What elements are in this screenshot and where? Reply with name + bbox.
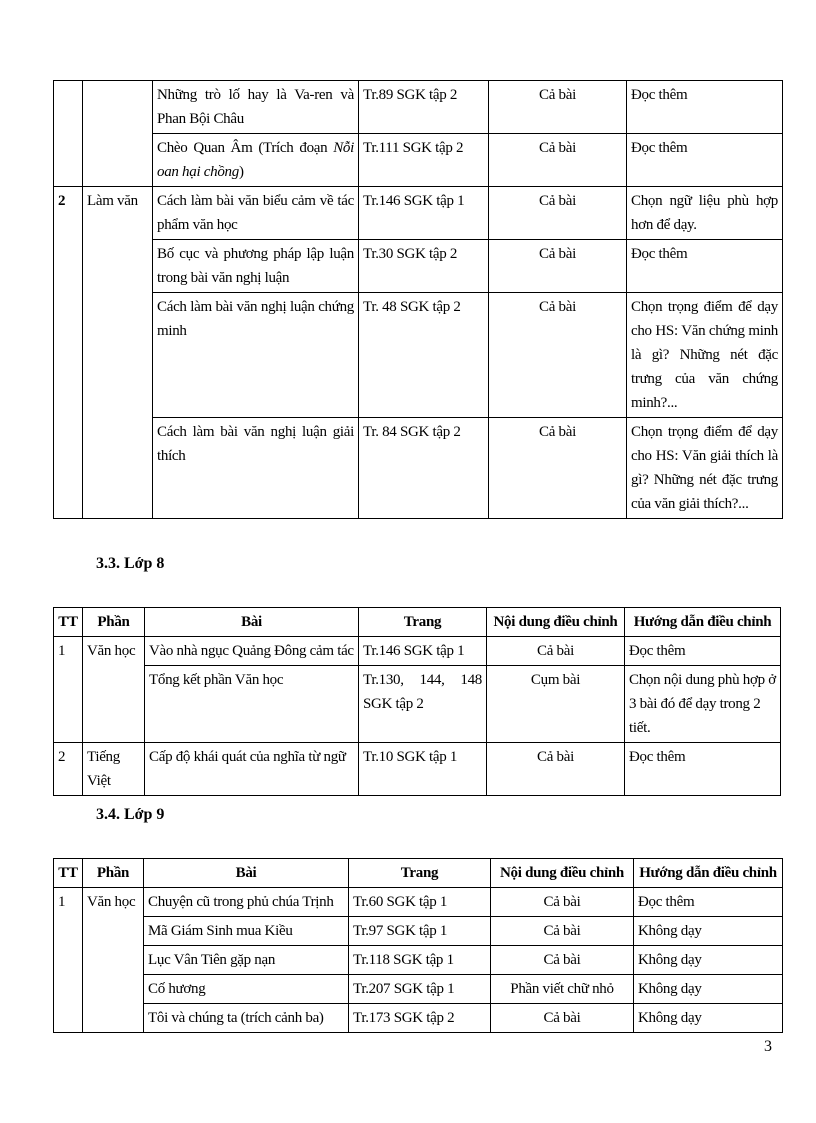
- table-row: [54, 134, 783, 187]
- tt-cell: 1: [54, 888, 83, 1033]
- trang-cell: Tr.146 SGK tập 1: [359, 637, 487, 666]
- phan-cell: Tiếng Việt: [83, 743, 145, 796]
- noidung-cell: Cụm bài: [487, 666, 625, 743]
- huongdan-cell: Chọn trọng điểm để dạy cho HS: Văn giải thích là gì? Những nét đặc trưng của văn giải thích?...: [627, 418, 783, 519]
- trang-cell: Tr.118 SGK tập 1: [349, 946, 491, 975]
- header-huongdan: Hướng dẫn điều chỉnh: [634, 859, 783, 888]
- noidung-cell: Cả bài: [487, 743, 625, 796]
- header-tt: TT: [54, 859, 83, 888]
- noidung-cell: Cả bài: [489, 418, 627, 519]
- table-row: [54, 418, 783, 519]
- noidung-cell: Cả bài: [491, 1004, 634, 1033]
- noidung-cell: Cả bài: [487, 637, 625, 666]
- huongdan-cell: Không dạy: [634, 975, 783, 1004]
- phan-cell: [83, 81, 153, 187]
- huongdan-cell: Đọc thêm: [627, 240, 783, 293]
- lop9-table: [53, 858, 783, 1033]
- bai-text: Chèo Quan Âm (Trích đoạn: [157, 140, 334, 156]
- table-row: [54, 293, 783, 418]
- huongdan-cell: Đọc thêm: [627, 134, 783, 187]
- bai-text-end: ): [238, 164, 244, 180]
- tt-cell: 1: [54, 637, 83, 743]
- table-row: [54, 637, 781, 666]
- header-trang: Trang: [349, 859, 491, 888]
- noidung-cell: Cả bài: [489, 81, 627, 134]
- phan-cell: Văn học: [83, 888, 144, 1033]
- bai-cell: [153, 134, 359, 187]
- trang-cell: Tr.207 SGK tập 1: [349, 975, 491, 1004]
- table-row: [54, 666, 781, 743]
- bai-cell: Vào nhà ngục Quảng Đông cảm tác: [145, 637, 359, 666]
- noidung-cell: Cả bài: [489, 240, 627, 293]
- table-row: [54, 1004, 783, 1033]
- header-tt: TT: [54, 608, 83, 637]
- trang-cell: Tr.173 SGK tập 2: [349, 1004, 491, 1033]
- trang-cell: Tr.111 SGK tập 2: [359, 134, 489, 187]
- phan-cell: Làm văn: [83, 187, 153, 519]
- huongdan-cell: Chọn ngữ liệu phù hợp hơn để dạy.: [627, 187, 783, 240]
- header-phan: Phần: [83, 608, 145, 637]
- table-row: [54, 240, 783, 293]
- tt-cell: 2: [54, 743, 83, 796]
- tt-cell: [54, 81, 83, 187]
- huongdan-cell: Đọc thêm: [625, 743, 781, 796]
- bai-cell: [153, 81, 359, 134]
- bai-cell: Cấp độ khái quát của nghĩa từ ngữ: [145, 743, 359, 796]
- noidung-cell: Cả bài: [489, 134, 627, 187]
- trang-cell: Tr.30 SGK tập 2: [359, 240, 489, 293]
- table-row: [54, 975, 783, 1004]
- header-huongdan: Hướng dẫn điều chỉnh: [625, 608, 781, 637]
- table-row: [54, 946, 783, 975]
- header-bai: Bài: [144, 859, 349, 888]
- phan-cell: Văn học: [83, 637, 145, 743]
- bai-cell: [153, 418, 359, 519]
- header-bai: Bài: [145, 608, 359, 637]
- bai-text: Bố cục và phương pháp lập luận trong bài văn nghị luận: [157, 246, 354, 286]
- table-row: [54, 743, 781, 796]
- noidung-cell: Cả bài: [489, 293, 627, 418]
- bai-cell: Tổng kết phần Văn học: [145, 666, 359, 743]
- huongdan-cell: Đọc thêm: [627, 81, 783, 134]
- bai-text: Cách làm bài văn biểu cảm về tác phẩm văn học: [157, 193, 354, 233]
- huongdan-cell: Đọc thêm: [634, 888, 783, 917]
- bai-text: Những trò lố hay là Va-ren và Phan Bội Châu: [157, 87, 354, 127]
- trang-cell: Tr.130, 144, 148 SGK tập 2: [359, 666, 487, 743]
- huongdan-cell: Không dạy: [634, 917, 783, 946]
- trang-cell: Tr.146 SGK tập 1: [359, 187, 489, 240]
- section-heading-lop-9: 3.4. Lớp 9: [96, 806, 165, 823]
- page-number: 3: [764, 1038, 772, 1055]
- bai-cell: Mã Giám Sinh mua Kiều: [144, 917, 349, 946]
- bai-cell: [153, 240, 359, 293]
- noidung-cell: Phần viết chữ nhỏ: [491, 975, 634, 1004]
- header-noidung: Nội dung điều chỉnh: [491, 859, 634, 888]
- table-row: [54, 917, 783, 946]
- huongdan-cell: Không dạy: [634, 946, 783, 975]
- bai-cell: Chuyện cũ trong phủ chúa Trịnh: [144, 888, 349, 917]
- bai-text: Cách làm bài văn nghị luận giải thích: [157, 424, 354, 464]
- table-header-row: [54, 608, 781, 637]
- trang-cell: Tr.89 SGK tập 2: [359, 81, 489, 134]
- bai-cell: Cố hương: [144, 975, 349, 1004]
- noidung-cell: Cả bài: [491, 917, 634, 946]
- table-row: [54, 81, 783, 134]
- huongdan-cell: Chọn trọng điểm để dạy cho HS: Văn chứng minh là gì? Những nét đặc trưng của văn chứng minh?...: [627, 293, 783, 418]
- trang-cell: Tr. 48 SGK tập 2: [359, 293, 489, 418]
- bai-cell: Lục Vân Tiên gặp nạn: [144, 946, 349, 975]
- table-header-row: [54, 859, 783, 888]
- trang-cell: Tr.10 SGK tập 1: [359, 743, 487, 796]
- trang-cell: Tr.97 SGK tập 1: [349, 917, 491, 946]
- bai-cell: Tôi và chúng ta (trích cảnh ba): [144, 1004, 349, 1033]
- noidung-cell: Cả bài: [491, 946, 634, 975]
- bai-text: Cách làm bài văn nghị luận chứng minh: [157, 299, 354, 339]
- header-trang: Trang: [359, 608, 487, 637]
- lop7-table-continued: [53, 80, 783, 519]
- bai-cell: [153, 293, 359, 418]
- table-row: [54, 187, 783, 240]
- section-heading-lop-8: 3.3. Lớp 8: [96, 555, 165, 572]
- header-noidung: Nội dung điều chỉnh: [487, 608, 625, 637]
- bai-cell: [153, 187, 359, 240]
- huongdan-cell: Chọn nội dung phù hợp ở 3 bài đó để dạy trong 2 tiết.: [625, 666, 781, 743]
- tt-cell: 2: [54, 187, 83, 519]
- bai-italic-text: Nỗi oan hại chồng: [157, 140, 354, 180]
- huongdan-cell: Không dạy: [634, 1004, 783, 1033]
- table-row: [54, 888, 783, 917]
- noidung-cell: Cả bài: [491, 888, 634, 917]
- trang-cell: Tr. 84 SGK tập 2: [359, 418, 489, 519]
- header-phan: Phần: [83, 859, 144, 888]
- noidung-cell: Cả bài: [489, 187, 627, 240]
- trang-cell: Tr.60 SGK tập 1: [349, 888, 491, 917]
- lop8-table: [53, 607, 781, 796]
- huongdan-cell: Đọc thêm: [625, 637, 781, 666]
